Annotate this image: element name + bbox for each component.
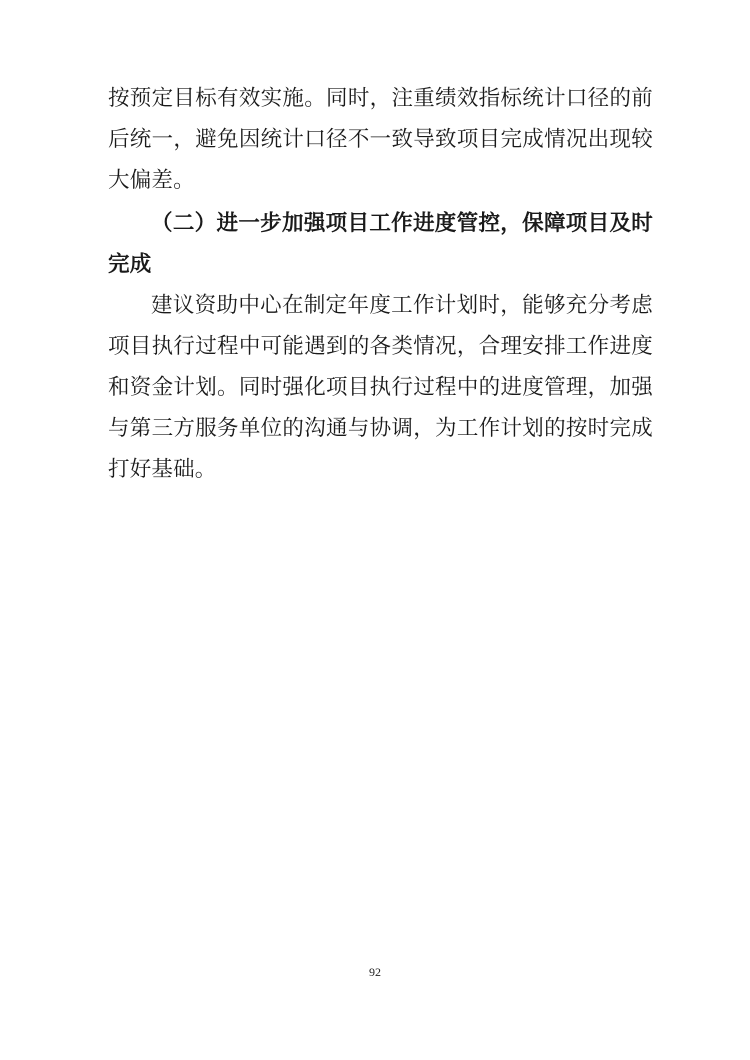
page-number: 92 <box>369 965 381 979</box>
paragraph-recommendation: 建议资助中心在制定年度工作计划时，能够充分考虑项目执行过程中可能遇到的各类情况，合理安排工作进度和资金计划。同时强化项目执行过程中的进度管理，加强与第三方服务单位的沟通与协调，为工作计划的按时完成打好基础。 <box>108 293 653 481</box>
section-heading: （二）进一步加强项目工作进度管控，保障项目及时完成 <box>108 211 653 276</box>
document-body <box>108 78 653 490</box>
paragraph-continuation: 按预定目标有效实施。同时，注重绩效指标统计口径的前后统一，避免因统计口径不一致导致项目完成情况出现较大偏差。 <box>108 86 653 192</box>
